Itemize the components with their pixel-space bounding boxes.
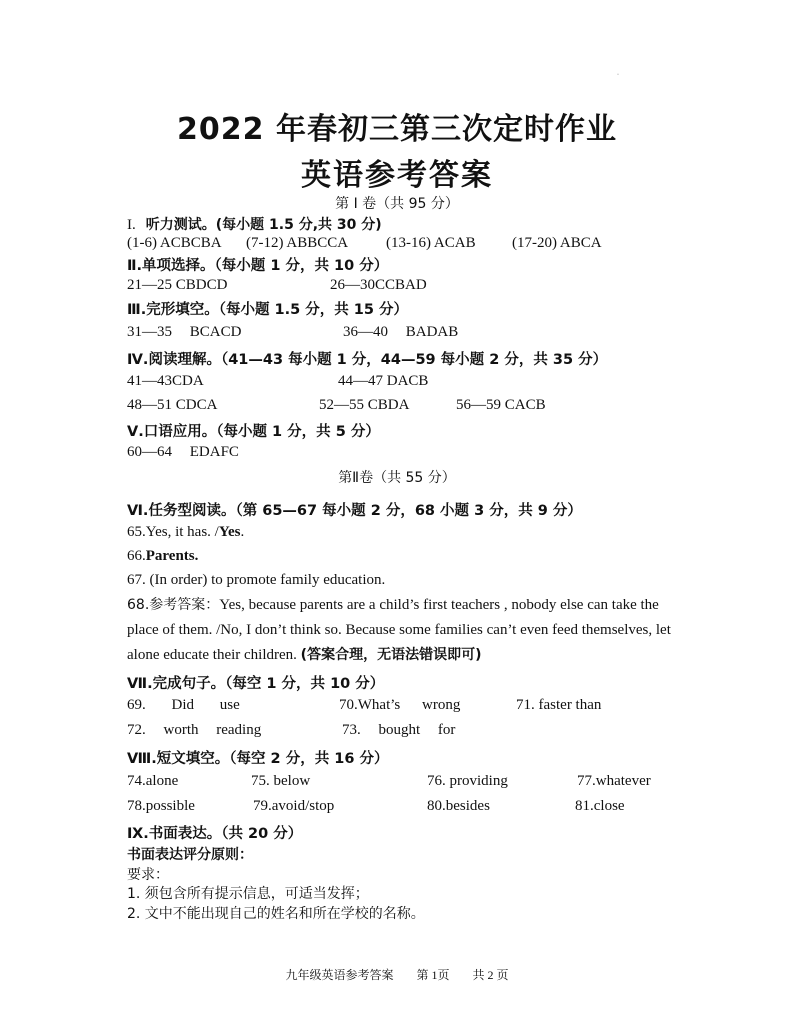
- sec4-answer-5: 56—59 CACB: [456, 397, 546, 413]
- sec9-principle: 书面表达评分原则：: [127, 847, 253, 863]
- sec3-heading: Ⅲ.完形填空。（每小题 1.5 分，共 15 分）: [127, 302, 409, 318]
- sec4-answer-1: 41—43CDA: [127, 373, 204, 389]
- sec7-answer-72: 72. worth reading: [127, 722, 262, 738]
- answer-65: [127, 524, 244, 541]
- answer-67: 67. (In order) to promote family education.: [127, 572, 386, 588]
- sec4-answer-4: 52—55 CBDA: [319, 397, 410, 413]
- sec8-answer-80: 80.besides: [427, 798, 490, 814]
- sec8-heading: Ⅷ.短文填空。（每空 2 分，共 16 分）: [127, 751, 389, 767]
- sec8-answer-75: 75. below: [251, 773, 311, 789]
- answer-68-text: Yes, because parents are a child’s first teachers , nobody else can take the place of them. /No, I don’t think so. Because some families can’t even feed themselves, let alone educate their children.: [127, 597, 671, 663]
- sec1-answer-3: (13-16) ACAB: [386, 235, 476, 251]
- sec5-heading: Ⅴ.口语应用。（每小题 1 分，共 5 分）: [127, 424, 380, 440]
- sec7-answer-71: 71. faster than: [516, 697, 602, 713]
- sec2-answer-2: 26—30CCBAD: [330, 277, 427, 293]
- answer-66-bold: Parents.: [145, 548, 199, 564]
- sec9-requirements-label: 要求：: [127, 867, 169, 883]
- sec6-heading: Ⅵ.任务型阅读。（第 65—67 每小题 2 分，68 小题 3 分，共 9 分）: [127, 503, 582, 519]
- page-subtitle: 英语参考答案: [301, 158, 493, 193]
- sec2-heading: Ⅱ.单项选择。（每小题 1 分，共 10 分）: [127, 258, 389, 274]
- answer-65-text: 65.Yes, it has. /: [127, 524, 219, 540]
- sec8-answer-81: 81.close: [575, 798, 625, 814]
- sec8-answer-78: 78.possible: [127, 798, 195, 814]
- sec9-heading: Ⅸ.书面表达。（共 20 分）: [127, 826, 303, 842]
- sec7-answer-73: 73. bought for: [342, 722, 456, 738]
- answer-68-note: (答案合理，无语法错误即可): [300, 647, 482, 663]
- part2-heading: 第Ⅱ卷（共 55 分）: [338, 470, 456, 486]
- sec5-answer-1: 60—64 EDAFC: [127, 444, 239, 460]
- answer-65-end: .: [240, 524, 245, 540]
- sec4-answer-3: 48—51 CDCA: [127, 397, 218, 413]
- answer-65-bold: Yes: [218, 524, 241, 540]
- sec1-answer-2: (7-12) ABBCCA: [246, 235, 349, 251]
- sec7-answer-69: 69. Did use: [127, 697, 240, 713]
- answer-66: [127, 548, 198, 565]
- sec1-title: 听力测试。(每小题 1.5 分,共 30 分): [145, 217, 382, 233]
- part1-heading: 第 I 卷（共 95 分）: [335, 196, 459, 212]
- answer-68-label: 68.参考答案：: [127, 597, 220, 613]
- sec1-answer-1: (1-6) ACBCBA: [127, 235, 222, 251]
- sec7-heading: Ⅶ.完成句子。（每空 1 分，共 10 分）: [127, 676, 385, 692]
- answer-68: [127, 593, 672, 668]
- sec1-number: I.: [127, 217, 136, 233]
- sec3-answer-1: 31—35 BCACD: [127, 324, 242, 340]
- sec8-answer-74: 74.alone: [127, 773, 179, 789]
- page-title: 2022 年春初三第三次定时作业: [177, 112, 617, 147]
- sec2-answer-1: 21—25 CBDCD: [127, 277, 228, 293]
- sec3-answer-2: 36—40 BADAB: [343, 324, 459, 340]
- answer-66-number: 66.: [127, 548, 146, 564]
- sec7-answer-70: 70.What’s wrong: [339, 697, 461, 713]
- footer-page-number: 第 1页: [416, 968, 450, 982]
- sec4-answer-2: 44—47 DACB: [338, 373, 429, 389]
- sec8-answer-76: 76. providing: [427, 773, 508, 789]
- footer-doc-name: 九年级英语参考答案: [285, 968, 394, 982]
- sec1-answer-4: (17-20) ABCA: [512, 235, 602, 251]
- sec8-answer-79: 79.avoid/stop: [253, 798, 335, 814]
- sec8-answer-77: 77.whatever: [577, 773, 651, 789]
- page-footer: [0, 966, 794, 983]
- sec4-heading: Ⅳ.阅读理解。（41—43 每小题 1 分，44—59 每小题 2 分，共 35 分）: [127, 352, 608, 368]
- stray-mark: ·: [617, 72, 619, 78]
- footer-total-pages: 共 2 页: [472, 968, 509, 982]
- sec9-requirement-2: 2. 文中不能出现自己的姓名和所在学校的名称。: [127, 906, 425, 922]
- sec9-requirement-1: 1. 须包含所有提示信息，可适当发挥；: [127, 886, 369, 902]
- sec1-heading: [127, 214, 382, 234]
